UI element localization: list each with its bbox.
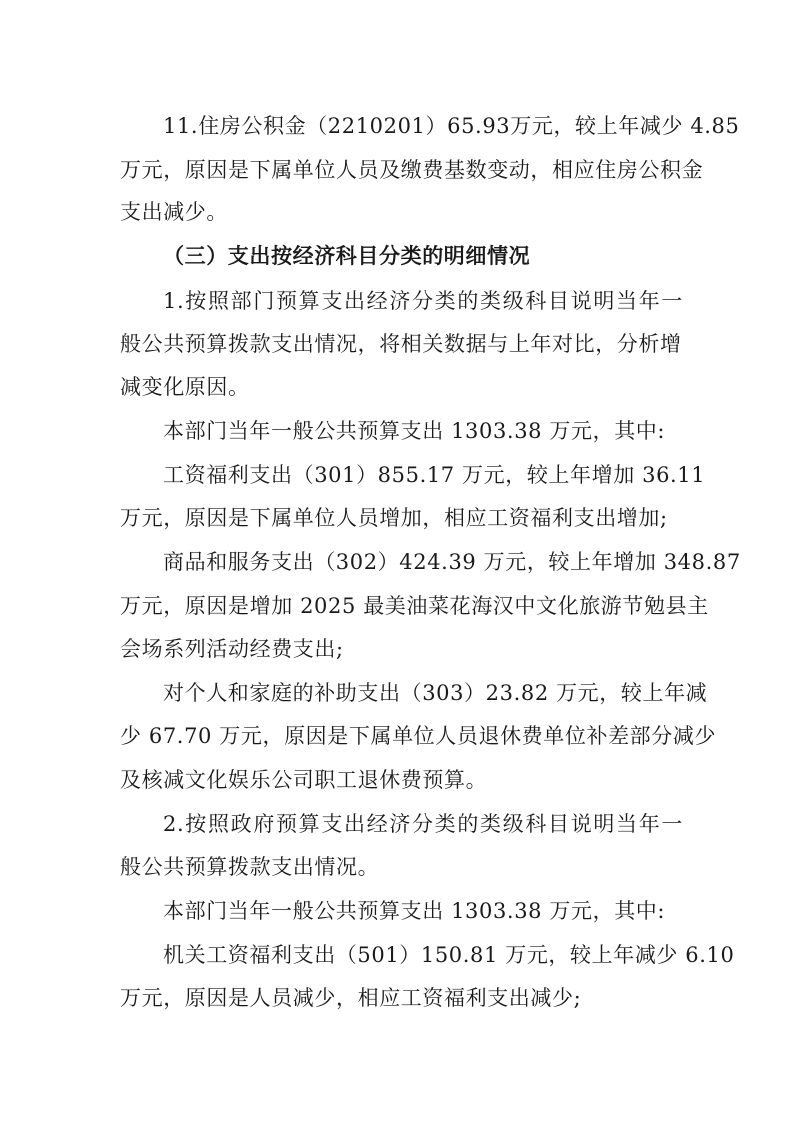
paragraph-line: 11.住房公积金（2210201）65.93万元，较上年减少 4.85 [163, 114, 740, 138]
section-heading: （三）支出按经济科目分类的明细情况 [163, 243, 531, 268]
paragraph-line: 万元，原因是人员减少，相应工资福利支出减少; [120, 986, 582, 1010]
paragraph-line: 般公共预算拨款支出情况。 [120, 855, 380, 879]
paragraph-line: 会场系列活动经费支出; [120, 637, 344, 661]
paragraph-line: 及核减文化娱乐公司职工退休费预算。 [120, 768, 488, 792]
paragraph-line: 1.按照部门预算支出经济分类的类级科目说明当年一 [163, 289, 683, 313]
paragraph-line: 支出减少。 [120, 200, 228, 224]
paragraph-line: 2.按照政府预算支出经济分类的类级科目说明当年一 [163, 812, 683, 836]
paragraph-line: 减变化原因。 [120, 375, 250, 399]
paragraph-line: 本部门当年一般公共预算支出 1303.38 万元，其中: [163, 899, 666, 923]
paragraph-line: 商品和服务支出（302）424.39 万元，较上年增加 348.87 [163, 550, 741, 574]
paragraph-line: 万元，原因是下属单位人员增加，相应工资福利支出增加; [120, 506, 668, 530]
paragraph-line: 本部门当年一般公共预算支出 1303.38 万元，其中: [163, 419, 666, 443]
paragraph-line: 万元，原因是增加 2025 最美油菜花海汉中文化旅游节勉县主 [120, 594, 709, 618]
paragraph-line: 机关工资福利支出（501）150.81 万元，较上年减少 6.10 [163, 943, 735, 967]
paragraph-line: 少 67.70 万元，原因是下属单位人员退休费单位补差部分减少 [120, 724, 717, 748]
paragraph-line: 工资福利支出（301）855.17 万元，较上年增加 36.11 [163, 463, 706, 487]
paragraph-line: 对个人和家庭的补助支出（303）23.82 万元，较上年减 [163, 681, 708, 705]
paragraph-line: 般公共预算拨款支出情况，将相关数据与上年对比，分析增 [120, 332, 682, 356]
paragraph-line: 万元，原因是下属单位人员及缴费基数变动，相应住房公积金 [120, 158, 704, 182]
